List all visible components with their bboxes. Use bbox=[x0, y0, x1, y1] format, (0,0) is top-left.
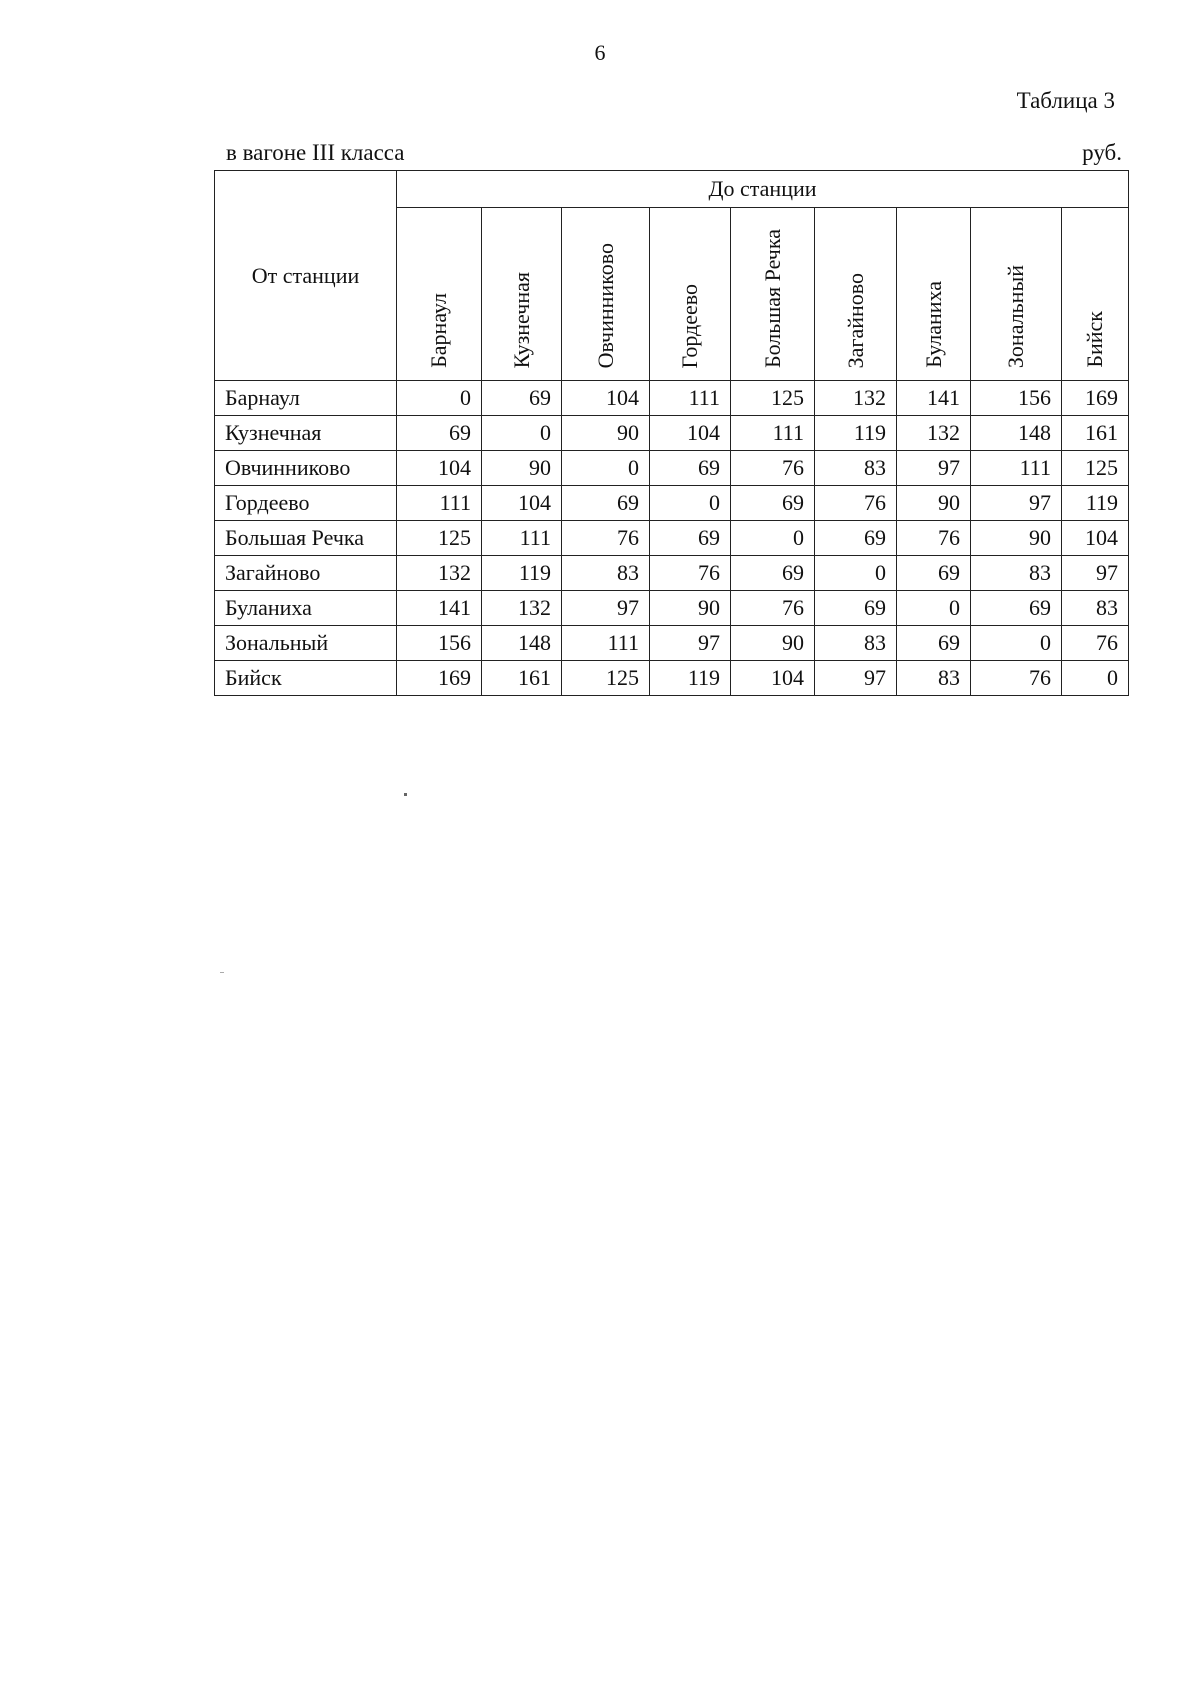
fare-cell: 119 bbox=[815, 416, 897, 451]
page-number: 6 bbox=[594, 40, 606, 65]
fare-table bbox=[214, 170, 1129, 696]
column-header-label: Буланиха bbox=[920, 281, 946, 368]
fare-cell: 0 bbox=[815, 556, 897, 591]
fare-cell: 125 bbox=[397, 521, 482, 556]
column-header bbox=[897, 208, 971, 381]
column-header-label: Овчинниково bbox=[592, 242, 618, 368]
fare-cell: 90 bbox=[650, 591, 731, 626]
table-row bbox=[215, 661, 1129, 696]
fare-cell: 161 bbox=[482, 661, 562, 696]
fare-cell: 119 bbox=[1062, 486, 1129, 521]
fare-cell: 76 bbox=[971, 661, 1062, 696]
fare-cell: 0 bbox=[971, 626, 1062, 661]
column-header bbox=[731, 208, 815, 381]
row-station-name: Овчинниково bbox=[215, 451, 397, 486]
fare-cell: 97 bbox=[897, 451, 971, 486]
fare-cell: 169 bbox=[1062, 381, 1129, 416]
fare-cell: 119 bbox=[482, 556, 562, 591]
fare-cell: 132 bbox=[482, 591, 562, 626]
fare-cell: 90 bbox=[562, 416, 650, 451]
fare-cell: 0 bbox=[562, 451, 650, 486]
column-header bbox=[815, 208, 897, 381]
fare-cell: 69 bbox=[562, 486, 650, 521]
row-station-name: Гордеево bbox=[215, 486, 397, 521]
fare-cell: 97 bbox=[971, 486, 1062, 521]
fare-cell: 97 bbox=[1062, 556, 1129, 591]
column-header bbox=[562, 208, 650, 381]
scan-speck bbox=[220, 972, 224, 973]
fare-cell: 83 bbox=[815, 626, 897, 661]
row-station-name: Зональный bbox=[215, 626, 397, 661]
fare-cell: 69 bbox=[650, 521, 731, 556]
fare-cell: 111 bbox=[482, 521, 562, 556]
row-station-name: Барнаул bbox=[215, 381, 397, 416]
column-header-label: Большая Речка bbox=[759, 228, 785, 368]
column-header-label: Зональный bbox=[1003, 264, 1028, 368]
fare-cell: 0 bbox=[897, 591, 971, 626]
fare-cell: 148 bbox=[971, 416, 1062, 451]
column-header bbox=[482, 208, 562, 381]
table-row bbox=[215, 416, 1129, 451]
fare-cell: 104 bbox=[562, 381, 650, 416]
fare-cell: 111 bbox=[731, 416, 815, 451]
fare-cell: 76 bbox=[650, 556, 731, 591]
fare-cell: 111 bbox=[971, 451, 1062, 486]
column-header-label: Кузнечная bbox=[508, 271, 534, 368]
row-station-name: Бийск bbox=[215, 661, 397, 696]
table-row bbox=[215, 486, 1129, 521]
table-caption: Таблица 3 bbox=[1016, 88, 1115, 113]
fare-cell: 125 bbox=[1062, 451, 1129, 486]
fare-cell: 97 bbox=[562, 591, 650, 626]
table-row bbox=[215, 591, 1129, 626]
fare-cell: 90 bbox=[482, 451, 562, 486]
column-header-label: Барнаул bbox=[426, 293, 451, 368]
fare-cell: 156 bbox=[397, 626, 482, 661]
fare-cell: 161 bbox=[1062, 416, 1129, 451]
fare-cell: 83 bbox=[562, 556, 650, 591]
fare-cell: 76 bbox=[731, 591, 815, 626]
table-row bbox=[215, 451, 1129, 486]
fare-cell: 97 bbox=[815, 661, 897, 696]
fare-cell: 141 bbox=[897, 381, 971, 416]
fare-cell: 0 bbox=[1062, 661, 1129, 696]
table-row bbox=[215, 381, 1129, 416]
fare-cell: 76 bbox=[1062, 626, 1129, 661]
fare-cell: 148 bbox=[482, 626, 562, 661]
header-from-station: От станции bbox=[215, 171, 397, 381]
column-header-label: Гордеево bbox=[677, 283, 702, 368]
fare-cell: 69 bbox=[731, 556, 815, 591]
carriage-class-note: в вагоне III класса bbox=[226, 140, 405, 165]
fare-cell: 156 bbox=[971, 381, 1062, 416]
fare-cell: 69 bbox=[397, 416, 482, 451]
row-station-name: Большая Речка bbox=[215, 521, 397, 556]
fare-cell: 111 bbox=[397, 486, 482, 521]
fare-cell: 83 bbox=[1062, 591, 1129, 626]
column-header-label: Загайново bbox=[842, 272, 868, 368]
row-station-name: Буланиха bbox=[215, 591, 397, 626]
fare-cell: 0 bbox=[482, 416, 562, 451]
fare-cell: 0 bbox=[397, 381, 482, 416]
table-row bbox=[215, 626, 1129, 661]
table-row bbox=[215, 521, 1129, 556]
fare-cell: 104 bbox=[1062, 521, 1129, 556]
fare-cell: 125 bbox=[731, 381, 815, 416]
fare-cell: 83 bbox=[971, 556, 1062, 591]
fare-cell: 111 bbox=[650, 381, 731, 416]
column-header bbox=[1062, 208, 1129, 381]
fare-cell: 132 bbox=[815, 381, 897, 416]
column-header bbox=[971, 208, 1062, 381]
fare-cell: 69 bbox=[815, 591, 897, 626]
column-header bbox=[397, 208, 482, 381]
row-station-name: Загайново bbox=[215, 556, 397, 591]
fare-cell: 76 bbox=[815, 486, 897, 521]
fare-cell: 69 bbox=[482, 381, 562, 416]
fare-cell: 104 bbox=[650, 416, 731, 451]
fare-cell: 83 bbox=[897, 661, 971, 696]
fare-cell: 132 bbox=[897, 416, 971, 451]
fare-cell: 104 bbox=[731, 661, 815, 696]
fare-cell: 69 bbox=[731, 486, 815, 521]
fare-cell: 132 bbox=[397, 556, 482, 591]
fare-cell: 97 bbox=[650, 626, 731, 661]
table-body bbox=[215, 381, 1129, 696]
fare-cell: 0 bbox=[650, 486, 731, 521]
fare-cell: 69 bbox=[897, 626, 971, 661]
fare-cell: 76 bbox=[562, 521, 650, 556]
fare-cell: 141 bbox=[397, 591, 482, 626]
currency-unit: руб. bbox=[1082, 140, 1122, 165]
fare-cell: 76 bbox=[897, 521, 971, 556]
header-to-station: До станции bbox=[397, 171, 1129, 208]
fare-cell: 104 bbox=[482, 486, 562, 521]
table-row bbox=[215, 556, 1129, 591]
fare-cell: 90 bbox=[971, 521, 1062, 556]
fare-cell: 83 bbox=[815, 451, 897, 486]
fare-cell: 69 bbox=[897, 556, 971, 591]
fare-cell: 69 bbox=[971, 591, 1062, 626]
fare-cell: 69 bbox=[815, 521, 897, 556]
fare-cell: 169 bbox=[397, 661, 482, 696]
fare-cell: 76 bbox=[731, 451, 815, 486]
fare-cell: 104 bbox=[397, 451, 482, 486]
fare-cell: 90 bbox=[897, 486, 971, 521]
fare-cell: 0 bbox=[731, 521, 815, 556]
row-station-name: Кузнечная bbox=[215, 416, 397, 451]
column-header-label: Бийск bbox=[1082, 311, 1108, 368]
column-header bbox=[650, 208, 731, 381]
fare-cell: 90 bbox=[731, 626, 815, 661]
fare-cell: 119 bbox=[650, 661, 731, 696]
fare-cell: 111 bbox=[562, 626, 650, 661]
fare-cell: 125 bbox=[562, 661, 650, 696]
fare-cell: 69 bbox=[650, 451, 731, 486]
scan-speck bbox=[404, 793, 407, 796]
